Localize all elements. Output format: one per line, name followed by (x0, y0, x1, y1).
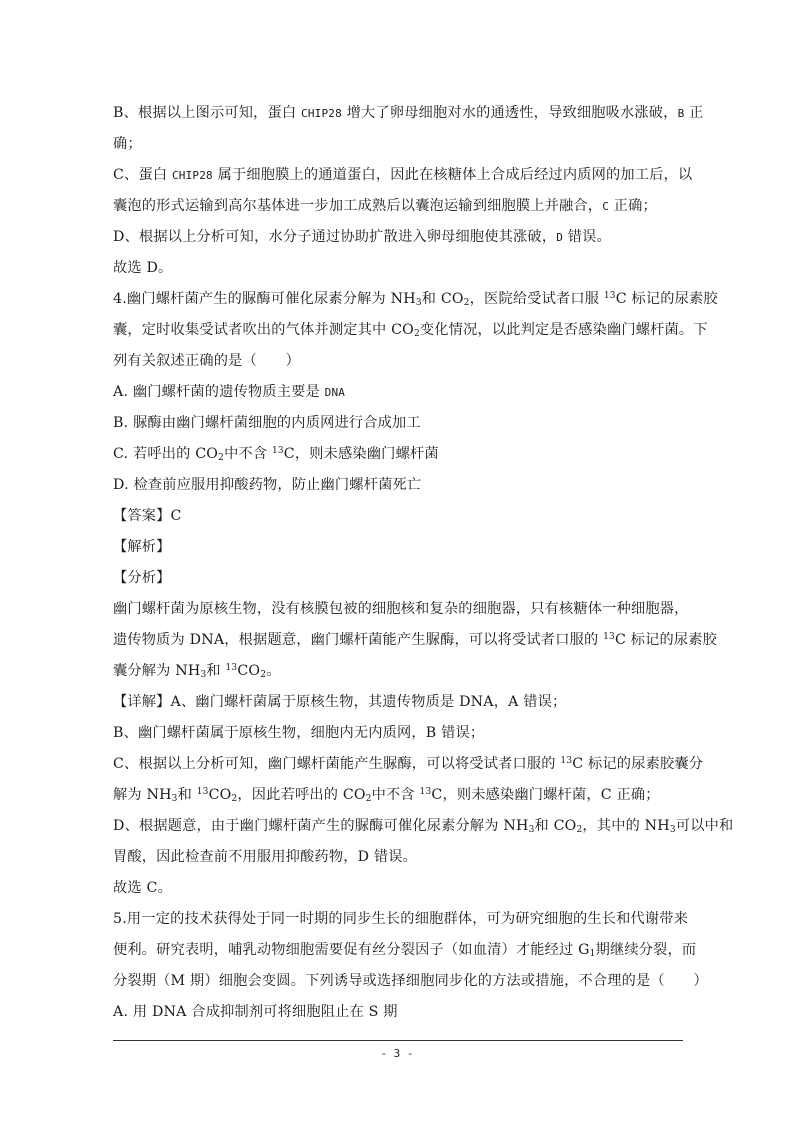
text-run: 确； (113, 136, 142, 152)
text-line (113, 315, 708, 346)
text-line (113, 811, 734, 842)
text-line (113, 284, 718, 315)
footer-divider (113, 1040, 683, 1041)
text-run: 故选 C。 (113, 880, 172, 896)
text-run: ，因此若呼出的 CO (237, 787, 366, 803)
superscript: 13 (603, 291, 616, 301)
text-run: 和 (206, 663, 226, 679)
text-line (113, 656, 685, 687)
text-run: 【答案】C (113, 508, 182, 524)
subscript: 3 (669, 825, 676, 835)
text-run: D (556, 231, 564, 244)
text-run: 分裂期（M 期）细胞会变圆。下列诱导或选择细胞同步化的方法或措施，不合理的是（ ） (113, 973, 708, 989)
text-run: 和 CO (534, 818, 577, 834)
superscript: 13 (271, 446, 284, 456)
text-line (113, 160, 693, 191)
text-line (113, 873, 685, 904)
text-line (113, 129, 685, 160)
subscript: 3 (415, 298, 422, 308)
text-line (113, 501, 685, 532)
text-run: CO (208, 787, 232, 803)
text-run: 【分析】 (113, 570, 171, 586)
text-run: 【解析】 (113, 539, 171, 555)
text-run: A. 幽门螺杆菌的遗传物质主要是 (113, 384, 325, 400)
text-line (113, 625, 718, 656)
text-run: 列有关叙述正确的是（ ） (113, 353, 301, 369)
text-run: 幽门螺杆菌为原核生物，没有核膜包被的细胞核和复杂的细胞器，只有核糖体一种细胞器， (113, 601, 689, 617)
text-line (113, 935, 697, 966)
text-run: 增大了卵母细胞对水的通透性，导致细胞吸水涨破， (341, 105, 678, 121)
document-body (113, 98, 734, 1028)
text-line (113, 408, 685, 439)
text-run: D、根据以上分析可知，水分子通过协助扩散进入卵母细胞使其涨破， (113, 229, 557, 245)
superscript: 13 (225, 663, 238, 673)
text-run: 【详解】A、幽门螺杆菌属于原核生物，其遗传物质是 DNA，A 错误； (113, 694, 567, 710)
subscript: 2 (260, 670, 267, 680)
text-run: B. 脲酶由幽门螺杆菌细胞的内质网进行合成加工 (113, 415, 421, 431)
text-run: C、根据以上分析可知，幽门螺杆菌能产生脲酶，可以将受试者口服的 (113, 756, 561, 772)
text-run: C，则未感染幽门螺杆菌 (283, 446, 439, 462)
text-line (113, 594, 689, 625)
text-line (113, 842, 685, 873)
text-run: DNA (324, 386, 346, 399)
text-run: ，其中的 NH (582, 818, 670, 834)
text-line (113, 222, 685, 253)
subscript: 2 (231, 794, 238, 804)
text-run: 囊，定时收集受试者吹出的气体并测定其中 CO (113, 322, 414, 338)
text-line (113, 253, 685, 284)
text-line (113, 780, 685, 811)
subscript: 2 (576, 825, 583, 835)
text-run: 属于细胞膜上的通道蛋白，因此在核糖体上合成后经过内质网的加工后，以 (212, 167, 693, 183)
text-line (113, 904, 689, 935)
text-run: 错误。 (563, 229, 611, 245)
text-line (113, 718, 685, 749)
subscript: 2 (218, 453, 225, 463)
text-run: CHIP28 (301, 107, 342, 120)
text-line (113, 346, 685, 377)
text-run: CO (237, 663, 261, 679)
text-run: 正 (684, 105, 704, 121)
text-run: 遗传物质为 DNA，根据题意，幽门螺杆菌能产生脲酶，可以将受试者口服的 (113, 632, 604, 648)
subscript: 2 (365, 794, 372, 804)
superscript: 13 (419, 787, 432, 797)
text-run: C 标记的尿素胶 (614, 632, 718, 648)
text-line (113, 470, 685, 501)
text-run: 囊泡的形式运输到高尔基体进一步加工成熟后以囊泡运输到细胞膜上并融合， (113, 198, 603, 214)
text-run: C 标记的尿素胶 (615, 291, 718, 307)
superscript: 13 (603, 632, 615, 642)
text-run: 4.幽门螺杆菌产生的脲酶可催化尿素分解为 NH (113, 291, 416, 307)
subscript: 3 (171, 794, 178, 804)
text-line (113, 997, 685, 1028)
text-run: D、根据题意，由于幽门螺杆菌产生的脲酶可催化尿素分解为 NH (113, 818, 529, 834)
text-run: B、根据以上图示可知，蛋白 (113, 105, 301, 121)
text-line (113, 191, 685, 222)
page-number: - 3 - (380, 1047, 414, 1060)
superscript: 13 (196, 787, 209, 797)
text-run: 5.用一定的技术获得处于同一时期的同步生长的细胞群体，可为研究细胞的生长和代谢带来 (113, 911, 689, 927)
subscript: 3 (200, 670, 207, 680)
text-run: 。 (266, 663, 281, 679)
subscript: 3 (528, 825, 535, 835)
text-line (113, 439, 685, 470)
text-run: 囊分解为 NH (113, 663, 201, 679)
text-run: D. 检查前应服用抑酸药物，防止幽门螺杆菌死亡 (113, 477, 422, 493)
text-run: C 标记的尿素胶囊分 (572, 756, 704, 772)
text-line (113, 749, 704, 780)
subscript: 2 (413, 329, 420, 339)
text-run: 期继续分裂，而 (595, 942, 697, 958)
text-line (113, 532, 685, 563)
text-run: C (602, 200, 610, 213)
text-line (113, 687, 685, 718)
text-run: 和 CO (421, 291, 464, 307)
text-run: C、蛋白 (113, 167, 172, 183)
text-line (113, 563, 685, 594)
subscript: 2 (463, 298, 470, 308)
text-line (113, 98, 704, 129)
text-run: B (677, 107, 685, 120)
subscript: 1 (589, 949, 596, 959)
text-line (113, 966, 708, 997)
text-run: 中不含 (224, 446, 272, 462)
text-run: 可以中和 (675, 818, 734, 834)
text-run: A. 用 DNA 合成抑制剂可将细胞阻止在 S 期 (113, 1004, 398, 1020)
text-run: 变化情况，以此判定是否感染幽门螺杆菌。下 (419, 322, 708, 338)
text-run: 解为 NH (113, 787, 172, 803)
text-run: CHIP28 (171, 169, 213, 182)
text-run: C，则未感染幽门螺杆菌，C 正确； (431, 787, 660, 803)
text-run: 胃酸，因此检查前不用服用抑酸药物，D 错误。 (113, 849, 418, 865)
text-run: 中不含 (371, 787, 420, 803)
text-line (113, 377, 685, 408)
text-run: ，医院给受试者口服 (469, 291, 604, 307)
text-run: 故选 D。 (113, 260, 173, 276)
text-run: B、幽门螺杆菌属于原核生物，细胞内无内质网，B 错误； (113, 725, 485, 741)
text-run: C. 若呼出的 CO (113, 446, 219, 462)
text-run: 正确； (609, 198, 657, 214)
superscript: 13 (560, 756, 573, 766)
text-run: 便利。研究表明，哺乳动物细胞需要促有丝分裂因子（如血清）才能经过 G (113, 942, 590, 958)
text-run: 和 (177, 787, 197, 803)
